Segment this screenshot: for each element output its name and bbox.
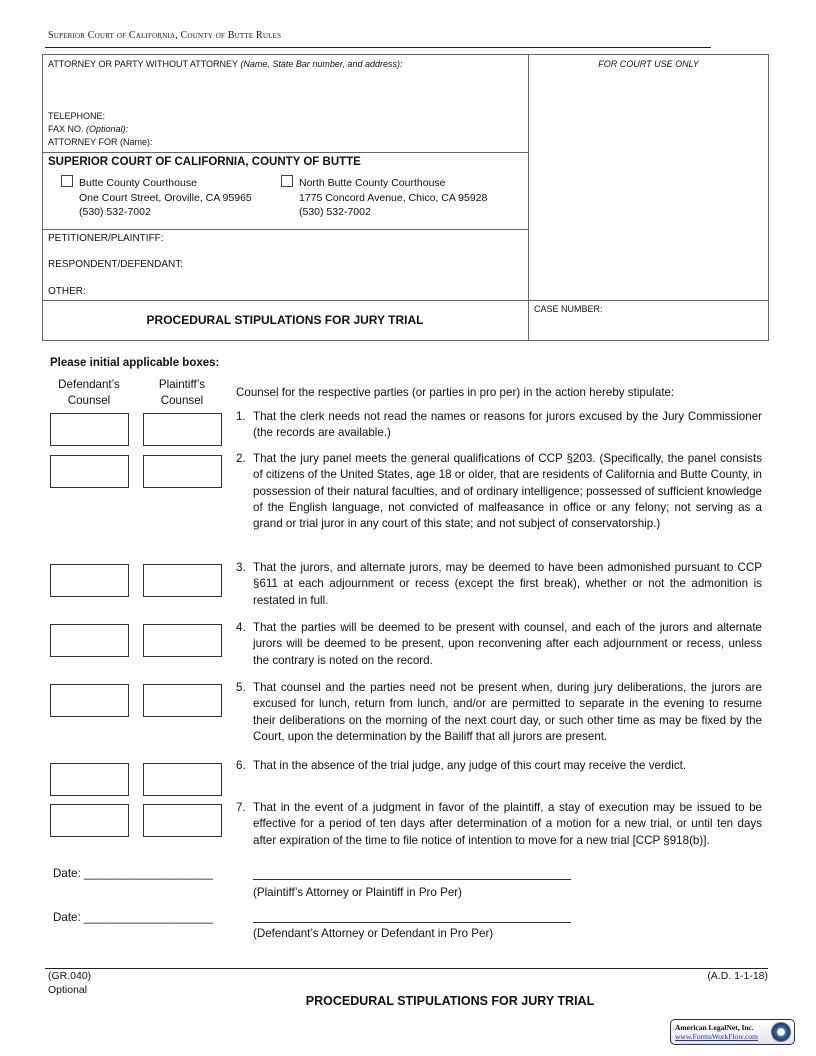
item-text: That the jury panel meets the general qualifications of CCP §203. (Specifically, the panel consists of citizens of the United States, age 18 or older, that are residents of California and Butte County, in possession of their natural faculties, and of ordinary intelligence; possessed of sufficient knowledge of the English language, not convicted of malfeasance in office or any felony; not serving as a grand or trial juror in any court of this state; and not subject of conservatorship.) (253, 452, 762, 531)
item-text: That the jurors, and alternate jurors, may be deemed to have been admonished pursuant to CCP §611 at each adjournment or recess (except the first break), whether or not the admonition is restated in full. (253, 561, 762, 607)
item-number: 6. (236, 759, 246, 772)
form-title: PROCEDURAL STIPULATIONS FOR JURY TRIAL (146, 313, 424, 327)
courthouse-option-chico[interactable] (281, 175, 487, 220)
defendant-date[interactable]: Date: ____________________ (53, 911, 213, 924)
other-label: OTHER: (48, 286, 86, 297)
attorney-for-label: ATTORNEY FOR (Name): (48, 137, 153, 147)
checkbox[interactable] (61, 175, 73, 187)
plaintiff-initial-box[interactable] (143, 624, 222, 657)
plaintiff-date[interactable]: Date: ____________________ (53, 867, 213, 880)
stipulation-item (236, 758, 762, 774)
plaintiff-initial-box[interactable] (143, 763, 222, 796)
courthouse-phone: (530) 532-7002 (79, 206, 151, 218)
case-number-label: CASE NUMBER: (534, 304, 603, 314)
footer-title: PROCEDURAL STIPULATIONS FOR JURY TRIAL (305, 994, 595, 1008)
defendant-signature-caption: (Defendant’s Attorney or Defendant in Pro Per) (253, 927, 494, 940)
logo-name: American LegalNet, Inc. (675, 1023, 754, 1032)
defendant-initial-box[interactable] (50, 564, 129, 597)
item-text: That in the absence of the trial judge, any judge of this court may receive the verdict. (253, 759, 687, 772)
plaintiff-initial-box[interactable] (143, 455, 222, 488)
revision-date: (A.D. 1-1-18) (707, 970, 768, 982)
checkbox[interactable] (281, 175, 293, 187)
col-plaintiff-header: Plaintiff’s Counsel (158, 378, 206, 408)
plaintiff-signature-line[interactable] (253, 879, 571, 880)
courthouse-phone: (530) 532-7002 (299, 206, 371, 218)
divider (42, 229, 528, 230)
page-header-title: Superior Court of California, County of Butte Rules (48, 30, 282, 41)
item-number: 3. (236, 561, 246, 574)
stipulation-item (236, 800, 762, 849)
form-code: (GR.040) (48, 970, 92, 982)
defendant-initial-box[interactable] (50, 763, 129, 796)
plaintiff-initial-box[interactable] (143, 804, 222, 837)
stipulation-item (236, 680, 762, 745)
divider (42, 152, 528, 153)
court-name: SUPERIOR COURT OF CALIFORNIA, COUNTY OF BUTTE (48, 156, 361, 168)
stipulation-item (236, 409, 762, 442)
defendant-initial-box[interactable] (50, 684, 129, 717)
attorney-label: ATTORNEY OR PARTY WITHOUT ATTORNEY (Name, State Bar number, and address): (48, 59, 403, 69)
item-text: That counsel and the parties need not be present when, during jury deliberations, the jurors are excused for lunch, return from lunch, and/or are permitted to separate in the evening to resume their deliberations on the morning of the next court day, or such other time as may be fixed by the Court, upon the determination by the Bailiff that all jurors are present. (253, 681, 762, 743)
header-rule (45, 47, 711, 48)
courthouse-name: North Butte County Courthouse (299, 177, 446, 189)
stipulation-item (236, 560, 762, 609)
plaintiff-initial-box[interactable] (143, 564, 222, 597)
defendant-initial-box[interactable] (50, 455, 129, 488)
respondent-label: RESPONDENT/DEFENDANT: (48, 259, 184, 270)
stipulation-intro: Counsel for the respective parties (or parties in pro per) in the action hereby stipulate: (236, 386, 675, 399)
defendant-initial-box[interactable] (50, 804, 129, 837)
petitioner-label: PETITIONER/PLAINTIFF: (48, 233, 164, 244)
item-number: 5. (236, 681, 246, 694)
item-text: That in the event of a judgment in favor of the plaintiff, a stay of execution may be issued to be effective for a period of ten days after determination of a motion for a new trial, or until ten days after expiration of the time to file notice of intention to move for a new trial [CCP §918(b)]. (253, 801, 762, 847)
item-number: 4. (236, 621, 246, 634)
instruction: Please initial applicable boxes: (50, 357, 220, 369)
item-number: 1. (236, 410, 246, 423)
court-use-label: FOR COURT USE ONLY (598, 59, 699, 69)
stipulation-item (236, 620, 762, 669)
item-number: 2. (236, 452, 246, 465)
courthouse-name: Butte County Courthouse (79, 177, 197, 189)
defendant-initial-box[interactable] (50, 624, 129, 657)
fax-label: FAX NO. (Optional): (48, 124, 129, 134)
courthouse-address: One Court Street, Oroville, CA 95965 (79, 191, 252, 204)
plaintiff-initial-box[interactable] (143, 684, 222, 717)
plaintiff-initial-box[interactable] (143, 413, 222, 446)
logo-url[interactable]: www.FormsWorkFlow.com (675, 1032, 759, 1041)
item-text: That the clerk needs not read the names or reasons for jurors excused by the Jury Commissioner (the records are available.) (253, 410, 762, 440)
telephone-label: TELEPHONE: (48, 111, 106, 121)
stipulation-item (236, 451, 762, 532)
footer-rule (45, 968, 768, 969)
plaintiff-signature-caption: (Plaintiff’s Attorney or Plaintiff in Pro Per) (253, 886, 462, 899)
defendant-initial-box[interactable] (50, 413, 129, 446)
divider (42, 300, 769, 301)
american-legalnet-logo[interactable] (670, 1019, 795, 1045)
courthouse-address: 1775 Concord Avenue, Chico, CA 95928 (299, 191, 488, 204)
courthouse-option-oroville[interactable] (61, 175, 252, 220)
item-text: That the parties will be deemed to be present with counsel, and each of the jurors and alternate jurors will be deemed to be present, upon reconvening after each adjournment or recess, unless the contrary is noted on the record. (253, 621, 762, 667)
caption-divider (528, 54, 529, 341)
col-defendant-header: Defendant’s Counsel (58, 378, 120, 408)
defendant-signature-line[interactable] (253, 922, 571, 923)
item-number: 7. (236, 801, 246, 814)
globe-icon (771, 1022, 791, 1042)
form-optional: Optional (48, 984, 88, 996)
